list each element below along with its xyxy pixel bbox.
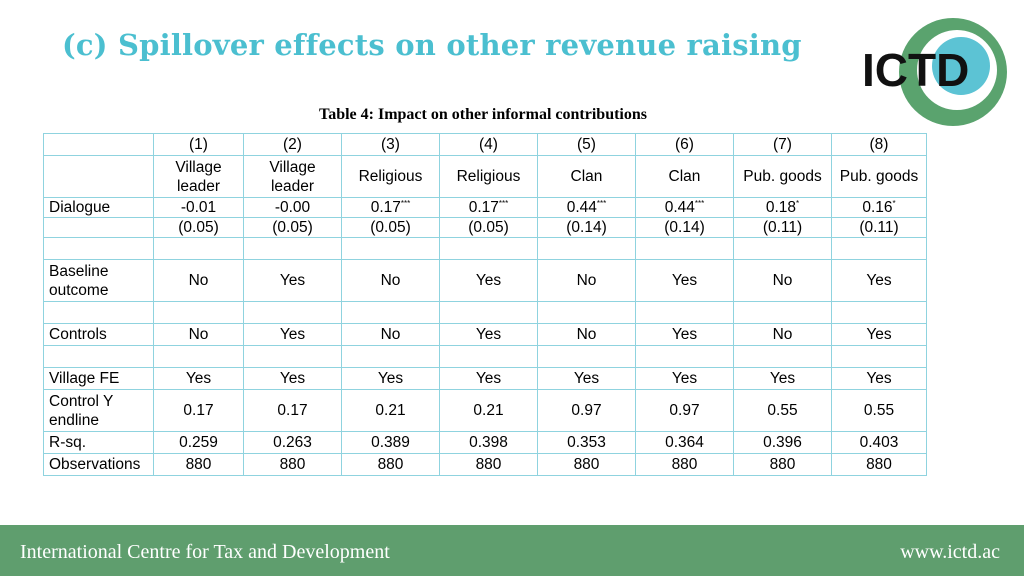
baseline-outcome-cell: No xyxy=(538,260,636,302)
controls-cell: No xyxy=(538,324,636,346)
standard-error-cell: (0.11) xyxy=(734,218,832,238)
corner-cell xyxy=(44,156,154,198)
observations-row xyxy=(44,454,927,476)
empty-cell xyxy=(440,238,538,260)
r-squared-cell: 0.259 xyxy=(154,432,244,454)
empty-cell xyxy=(44,346,154,368)
baseline-outcome-row xyxy=(44,260,927,302)
outcome-name: Religious xyxy=(342,156,440,198)
controls-cell: No xyxy=(154,324,244,346)
control-y-endline-cell: 0.97 xyxy=(636,390,734,432)
empty-cell xyxy=(734,302,832,324)
slide-title: (c) Spillover effects on other revenue raising xyxy=(62,28,802,62)
coef-cell xyxy=(440,198,538,218)
row-label: Baseline outcome xyxy=(44,260,154,302)
outcome-name: Village leader xyxy=(244,156,342,198)
coef-cell xyxy=(636,198,734,218)
coef-cell xyxy=(244,198,342,218)
village-fe-cell: Yes xyxy=(832,368,927,390)
control-y-endline-cell: 0.55 xyxy=(832,390,927,432)
observations-cell: 880 xyxy=(734,454,832,476)
empty-cell xyxy=(342,238,440,260)
baseline-outcome-cell: Yes xyxy=(244,260,342,302)
empty-cell xyxy=(44,302,154,324)
table-caption: Table 4: Impact on other informal contributions xyxy=(318,106,647,123)
svg-text:ICTD: ICTD xyxy=(862,44,970,96)
standard-error-cell: (0.05) xyxy=(342,218,440,238)
row-label: Controls xyxy=(44,324,154,346)
standard-error-cell: (0.05) xyxy=(244,218,342,238)
village-fe-cell: Yes xyxy=(636,368,734,390)
results-table xyxy=(43,133,927,476)
empty-cell xyxy=(244,238,342,260)
row-label: Control Y endline xyxy=(44,390,154,432)
standard-error-row xyxy=(44,218,927,238)
footer-url: www.ictd.ac xyxy=(900,541,1000,563)
coef-value: 0.17 xyxy=(468,199,499,216)
spacer-row xyxy=(44,346,927,368)
empty-cell xyxy=(342,346,440,368)
baseline-outcome-cell: Yes xyxy=(636,260,734,302)
standard-error-cell: (0.14) xyxy=(538,218,636,238)
empty-cell xyxy=(342,302,440,324)
baseline-outcome-cell: No xyxy=(734,260,832,302)
outcome-name: Clan xyxy=(538,156,636,198)
baseline-outcome-cell: No xyxy=(342,260,440,302)
village-fe-cell: Yes xyxy=(440,368,538,390)
controls-cell: No xyxy=(734,324,832,346)
baseline-outcome-cell: Yes xyxy=(832,260,927,302)
observations-cell: 880 xyxy=(538,454,636,476)
controls-cell: Yes xyxy=(636,324,734,346)
empty-cell xyxy=(244,302,342,324)
column-number: (4) xyxy=(440,134,538,156)
coef-cell xyxy=(832,198,927,218)
r-squared-cell: 0.396 xyxy=(734,432,832,454)
control-y-endline-row xyxy=(44,390,927,432)
controls-cell: No xyxy=(342,324,440,346)
standard-error-cell: (0.05) xyxy=(440,218,538,238)
column-number: (3) xyxy=(342,134,440,156)
empty-cell xyxy=(832,346,927,368)
column-number: (6) xyxy=(636,134,734,156)
controls-row xyxy=(44,324,927,346)
control-y-endline-cell: 0.17 xyxy=(154,390,244,432)
observations-cell: 880 xyxy=(342,454,440,476)
controls-cell: Yes xyxy=(832,324,927,346)
empty-cell xyxy=(244,346,342,368)
village-fe-cell: Yes xyxy=(154,368,244,390)
outcome-name: Pub. goods xyxy=(734,156,832,198)
footer-bar xyxy=(0,525,1024,576)
observations-cell: 880 xyxy=(440,454,538,476)
empty-cell xyxy=(538,346,636,368)
coef-cell xyxy=(342,198,440,218)
r-squared-row xyxy=(44,432,927,454)
standard-error-cell: (0.11) xyxy=(832,218,927,238)
control-y-endline-cell: 0.17 xyxy=(244,390,342,432)
village-fe-cell: Yes xyxy=(538,368,636,390)
empty-cell xyxy=(734,238,832,260)
empty-cell xyxy=(154,302,244,324)
coef-cell xyxy=(734,198,832,218)
empty-cell xyxy=(832,238,927,260)
empty-cell xyxy=(440,346,538,368)
column-number: (1) xyxy=(154,134,244,156)
village-fe-cell: Yes xyxy=(244,368,342,390)
dialogue-row xyxy=(44,198,927,218)
r-squared-cell: 0.364 xyxy=(636,432,734,454)
significance-stars: * xyxy=(796,199,800,208)
column-number: (2) xyxy=(244,134,342,156)
empty-cell xyxy=(636,302,734,324)
significance-stars: *** xyxy=(498,199,509,208)
significance-stars: * xyxy=(892,199,896,208)
control-y-endline-cell: 0.21 xyxy=(440,390,538,432)
spacer-row xyxy=(44,238,927,260)
row-label: Observations xyxy=(44,454,154,476)
r-squared-cell: 0.263 xyxy=(244,432,342,454)
empty-cell xyxy=(154,346,244,368)
empty-cell xyxy=(636,346,734,368)
coef-value: -0.01 xyxy=(180,199,217,216)
outcome-row xyxy=(44,156,927,198)
baseline-outcome-cell: No xyxy=(154,260,244,302)
row-label: R-sq. xyxy=(44,432,154,454)
footer-org-name: International Centre for Tax and Development xyxy=(20,541,390,563)
village-fe-cell: Yes xyxy=(734,368,832,390)
empty-cell xyxy=(832,302,927,324)
empty-cell xyxy=(636,238,734,260)
coef-value: -0.00 xyxy=(274,199,311,216)
controls-cell: Yes xyxy=(440,324,538,346)
coef-value: 0.16 xyxy=(862,199,893,216)
r-squared-cell: 0.403 xyxy=(832,432,927,454)
column-number: (7) xyxy=(734,134,832,156)
control-y-endline-cell: 0.21 xyxy=(342,390,440,432)
coef-value: 0.18 xyxy=(765,199,797,216)
row-label xyxy=(44,218,154,238)
r-squared-cell: 0.353 xyxy=(538,432,636,454)
coef-value: 0.44 xyxy=(566,199,597,216)
corner-cell xyxy=(44,134,154,156)
observations-cell: 880 xyxy=(636,454,734,476)
village-fe-cell: Yes xyxy=(342,368,440,390)
observations-cell: 880 xyxy=(244,454,342,476)
coef-cell xyxy=(154,198,244,218)
coef-cell xyxy=(538,198,636,218)
r-squared-cell: 0.389 xyxy=(342,432,440,454)
outcome-name: Religious xyxy=(440,156,538,198)
empty-cell xyxy=(538,302,636,324)
outcome-name: Village leader xyxy=(154,156,244,198)
outcome-name: Pub. goods xyxy=(832,156,927,198)
coef-value: 0.44 xyxy=(664,199,695,216)
standard-error-cell: (0.14) xyxy=(636,218,734,238)
column-number-row xyxy=(44,134,927,156)
outcome-name: Clan xyxy=(636,156,734,198)
empty-cell xyxy=(734,346,832,368)
empty-cell xyxy=(440,302,538,324)
coef-value: 0.17 xyxy=(370,199,401,216)
empty-cell xyxy=(538,238,636,260)
significance-stars: *** xyxy=(596,199,607,208)
observations-cell: 880 xyxy=(832,454,927,476)
control-y-endline-cell: 0.55 xyxy=(734,390,832,432)
r-squared-cell: 0.398 xyxy=(440,432,538,454)
baseline-outcome-cell: Yes xyxy=(440,260,538,302)
observations-cell: 880 xyxy=(154,454,244,476)
empty-cell xyxy=(154,238,244,260)
row-label: Dialogue xyxy=(44,198,154,218)
column-number: (5) xyxy=(538,134,636,156)
column-number: (8) xyxy=(832,134,927,156)
controls-cell: Yes xyxy=(244,324,342,346)
empty-cell xyxy=(44,238,154,260)
row-label: Village FE xyxy=(44,368,154,390)
spacer-row xyxy=(44,302,927,324)
significance-stars: *** xyxy=(400,199,411,208)
village-fe-row xyxy=(44,368,927,390)
standard-error-cell: (0.05) xyxy=(154,218,244,238)
significance-stars: *** xyxy=(694,199,705,208)
control-y-endline-cell: 0.97 xyxy=(538,390,636,432)
